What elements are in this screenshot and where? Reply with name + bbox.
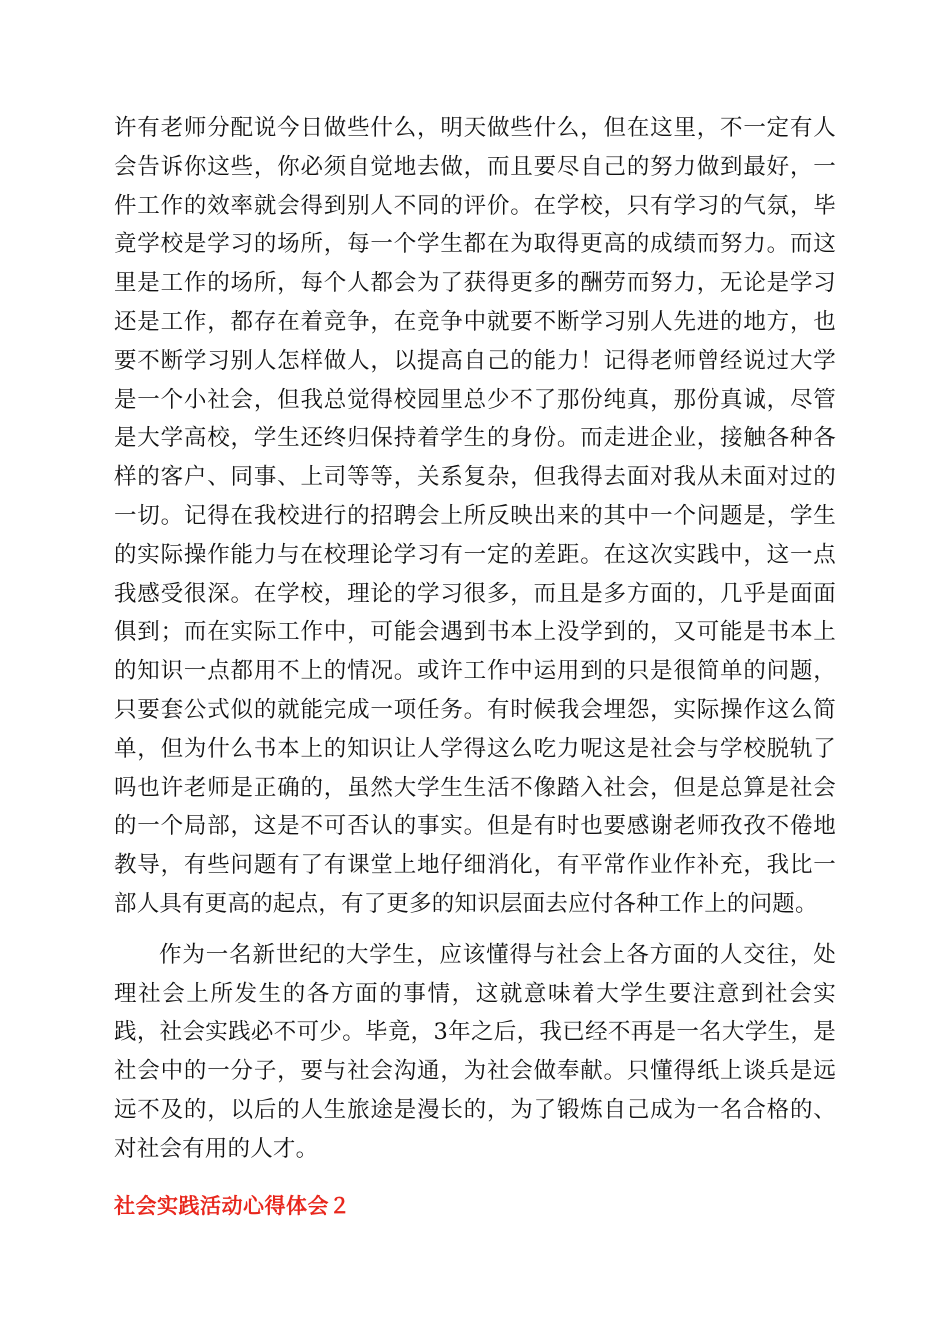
document-body — [114, 109, 836, 1221]
section-heading: 社会实践活动心得体会２ — [114, 1193, 351, 1218]
body-paragraph-1: 许有老师分配说今日做些什么，明天做些什么，但在这里，不一定有人会告诉你这些，你必须自觉地去做，而且要尽自己的努力做到最好，一件工作的效率就会得到别人不同的评价。在学校，只有学习的气氛，毕竟学校是学习的场所，每一个学生都在为取得更高的成绩而努力。而这里是工作的场所，每个人都会为了获得更多的酬劳而努力，无论是学习还是工作，都存在着竞争，在竞争中就要不断学习别人先进的地方，也要不断学习别人怎样做人，以提高自己的能力！记得老师曾经说过大学是一个小社会，但我总觉得校园里总少不了那份纯真，那份真诚，尽管是大学高校，学生还终归保持着学生的身份。而走进企业，接触各种各样的客户、同事、上司等等，关系复杂，但我得去面对我从未面对过的一切。记得在我校进行的招聘会上所反映出来的其中一个问题是，学生的实际操作能力与在校理论学习有一定的差距。在这次实践中，这一点我感受很深。在学校，理论的学习很多，而且是多方面的，几乎是面面俱到；而在实际工作中，可能会遇到书本上没学到的，又可能是书本上的知识一点都用不上的情况。或许工作中运用到的只是很简单的问题，只要套公式似的就能完成一项任务。有时候我会埋怨，实际操作这么简单，但为什么书本上的知识让人学得这么吃力呢这是社会与学校脱轨了吗也许老师是正确的，虽然大学生生活不像踏入社会，但是总算是社会的一个局部，这是不可否认的事实。但是有时也要感谢老师孜孜不倦地教导，有些问题有了有课堂上地仔细消化，有平常作业作补充，我比一部人具有更高的起点，有了更多的知识层面去应付各种工作上的问题。 — [114, 115, 836, 917]
body-paragraph-2: 作为一名新世纪的大学生，应该懂得与社会上各方面的人交往，处理社会上所发生的各方面的事情，这就意味着大学生要注意到社会实践，社会实践必不可少。毕竟，3年之后，我已经不再是一名大学生，是社会中的一分子，要与社会沟通，为社会做奉献。只懂得纸上谈兵是远远不及的，以后的人生旅途是漫长的，为了锻炼自己成为一名合格的、对社会有用的人才。 — [114, 941, 836, 1162]
